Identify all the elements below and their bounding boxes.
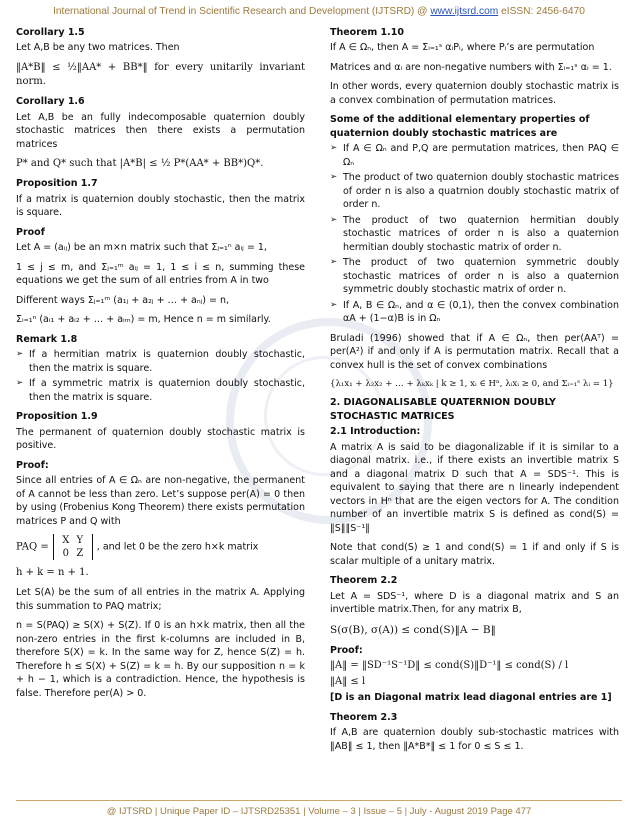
list-item: ➢ The product of two quaternion doubly stochastic matrices of order n is also a quatrnion doubly stochastic matrix of order n. <box>330 171 619 211</box>
theorem-2-2-text: Let A = SDS⁻¹, where D is a diagonal matrix and S an invertible matrix.Then, for any matrix B, <box>330 590 619 616</box>
proof-2-para-4: n = S(PAQ) ≥ S(X) + S(Z). If 0 is an h×k matrix, then all the non-zero entries in the first k-columns are included in B, therefore S(X) = k. In the same way for Z, hence S(Z) = h. Therefore h ≤ S(X) + S(Z) = k = h. By our supposition n = k + h − 1, which is a contradiction. Hence, the hypothesis is false. Therefore per(A) > 0. <box>16 620 305 699</box>
theorem-1-10-title: Theorem 1.10 <box>330 27 404 38</box>
proposition-1-9-title: Proposition 1.9 <box>16 411 98 423</box>
corollary-1-6-equation: P* and Q* such that |A*B| ≤ ½ P*(AA* + BB*)Q*. <box>16 158 264 170</box>
journal-header: International Journal of Trend in Scientific Research and Development (IJTSRD) @ www.ijtsrd.com eISSN: 2456-6470 <box>53 6 585 17</box>
list-item: ➢ If A ∈ Ωₙ and P,Q are permutation matrices, then PAQ ∈ Ωₙ <box>330 142 619 169</box>
proof-title: Proof <box>16 226 45 238</box>
remark-1-8-title: Remark 1.8 <box>16 333 78 345</box>
pq-matrix-equation: PAQ =X Y 0 Z, and let 0 be the zero h×k matrix <box>16 535 259 560</box>
corollary-1-5-equation: ‖A*B‖ ≤ ½‖AA* + BB*‖ for every unitarily invariant norm. <box>16 61 305 88</box>
proposition-1-7-text: If a matrix is quaternion doubly stochastic, then the matrix is square. <box>16 193 305 219</box>
footer-divider <box>16 800 622 801</box>
section-2-title: 2. DIAGONALISABLE QUATERNION DOUBLY STOCHASTIC MATRICES <box>330 397 556 422</box>
proof-3-equation-2: ‖A‖ ≤ l <box>330 676 366 688</box>
left-column <box>16 26 305 706</box>
proof-2-title: Proof: <box>16 459 49 471</box>
proof-line-4: Σᵢ₌₁ⁿ (aᵢ₁ + aᵢ₂ + … + aᵢₘ) = m, Hence n = m similarly. <box>16 314 271 326</box>
list-item: ➢ The product of two quaternion hermitian doubly stochastic matrices of order n is also a quaternion hermitian doubly stochastic matrix of order n. <box>330 214 619 254</box>
corollary-1-5-text: Let A,B be any two matrices. Then <box>16 42 180 54</box>
proof-2-hk-equation: h + k = n + 1. <box>16 567 89 579</box>
proof-3-equation-1: ‖A‖ = ‖SD⁻¹S⁻¹D‖ ≤ cond(S)‖D⁻¹‖ ≤ cond(S) / l <box>330 660 569 671</box>
right-column <box>330 26 619 759</box>
theorem-1-10-line-1: If A ∈ Ωₙ, then A = Σᵢ₌₁ˢ αᵢPᵢ, where Pᵢ’s are permutation <box>330 42 595 54</box>
proof-3-note: [D is an Diagonal matrix lead diagonal entries are 1] <box>330 692 612 704</box>
list-item: ➢ If a hermitian matrix is quaternion doubly stochastic, then the matrix is square. <box>16 348 305 375</box>
theorem-2-2-title: Theorem 2.2 <box>330 575 398 587</box>
theorem-1-10-line-2: Matrices and αᵢ are non-negative numbers with Σᵢ₌₁ˢ αᵢ = 1. <box>330 61 612 73</box>
proof-2-para-3: Let S(A) be the sum of all entries in the matrix A. Applying this summation to PAQ matrix; <box>16 587 305 612</box>
corollary-1-6-title: Corollary 1.6 <box>16 96 85 108</box>
section-2-1-paragraph: A matrix A is said to be diagonalizable if it is similar to a diagonal matrix. i.e., if there exists an invertible matrix S and a diagonal matrix D such that A = SDS⁻¹. This is equivalent to saying that there are n linearly independent vectors in Hⁿ that are the eigen vectors for A. The condition number of an invertible matrix S is defined as cond(S) = ‖S‖‖S⁻¹‖ <box>330 441 619 534</box>
section-2-1-title: 2.1 Introduction: <box>330 426 421 438</box>
proof-line-1: Let A = (aᵢⱼ) be an m×n matrix such that Σⱼ₌₁ⁿ aᵢⱼ = 1, <box>16 242 267 254</box>
list-item: ➢ The product of two quaternion symmetric doubly stochastic matrices of order n is also a quaternion symmetric doubly stochastic matrix of order n. <box>330 256 619 296</box>
list-item: ➢ If a symmetric matrix is quaternion doubly stochastic, then the matrix is square. <box>16 377 305 404</box>
bruladi-paragraph: Bruladi (1996) showed that if A ∈ Ωₙ, then per(AAᵀ) = per(A²) if and only if A is permutation matrix. Recall that a convex hull is the set of convex combinations <box>330 332 619 371</box>
section-2-1-note: Note that cond(S) ≥ 1 and cond(S) = 1 if and only if S is scalar multiple of a unitary matrix. <box>330 542 619 567</box>
properties-list <box>330 142 619 325</box>
proof-line-3: Different ways Σⱼ₌₁ᵐ (a₁ⱼ + a₂ⱼ + … + aₙⱼ) = n, <box>16 294 230 306</box>
properties-title: Some of the additional elementary properties of quaternion doubly stochastic matrices are <box>330 114 590 139</box>
proposition-1-9-text: The permanent of quaternion doubly stochastic matrix is positive. <box>16 426 305 452</box>
proof-line-2: 1 ≤ j ≤ m, and Σⱼ₌₁ᵐ aᵢⱼ = 1, 1 ≤ i ≤ n, summing these equations we get the sum of all entries from A in two <box>16 261 305 287</box>
corollary-1-5-title: Corollary 1.5 <box>16 27 85 38</box>
proof-3-title: Proof: <box>330 644 363 656</box>
corollary-1-6-text: Let A,B be an fully indecomposable quaternion doubly stochastic matrices then there exists a permutation matrices <box>16 111 305 150</box>
theorem-1-10-line-3: In other words, every quaternion doubly stochastic matrix is a convex combination of permutation matrices. <box>330 81 619 106</box>
theorem-2-3-text: If A,B are quaternion doubly sub-stochastic matrices with ‖AB‖ ≤ 1, then ‖A*B*‖ ≤ 1 for 0 ≤ S ≤ 1. <box>330 727 619 752</box>
remark-1-8-list <box>16 348 305 404</box>
theorem-2-2-equation: S(σ(B), σ(A)) ≤ cond(S)‖A − B‖ <box>330 623 496 636</box>
journal-link[interactable]: www.ijtsrd.com <box>430 6 499 17</box>
proposition-1-7-title: Proposition 1.7 <box>16 178 98 190</box>
theorem-2-3-title: Theorem 2.3 <box>330 711 398 723</box>
proof-2-para-1: Since all entries of A ∈ Ωₙ are non-negative, the permanent of A cannot be less than zero. Let’s suppose per(A) = 0 then by using (Frobenius Kong Theorem) there exists permutation matrices P and Q with <box>16 475 305 527</box>
convex-hull-equation: {λ₁x₁ + λ₂x₂ + … + λₖxₖ | k ≥ 1, xᵢ ∈ Hⁿ, λᵢxᵢ ≥ 0, and Σᵢ₌₁ˢ λᵢ = 1} <box>330 379 614 390</box>
block-matrix: X Y 0 Z <box>53 534 93 560</box>
page-footer: @ IJTSRD | Unique Paper ID – IJTSRD25351 | Volume – 3 | Issue – 5 | July - August 2019 Page 477 <box>106 806 532 817</box>
list-item: ➢ If A, B ∈ Ωₙ, and α ∈ (0,1), then the convex combination αA + (1−α)B is in Ωₙ <box>330 299 619 326</box>
